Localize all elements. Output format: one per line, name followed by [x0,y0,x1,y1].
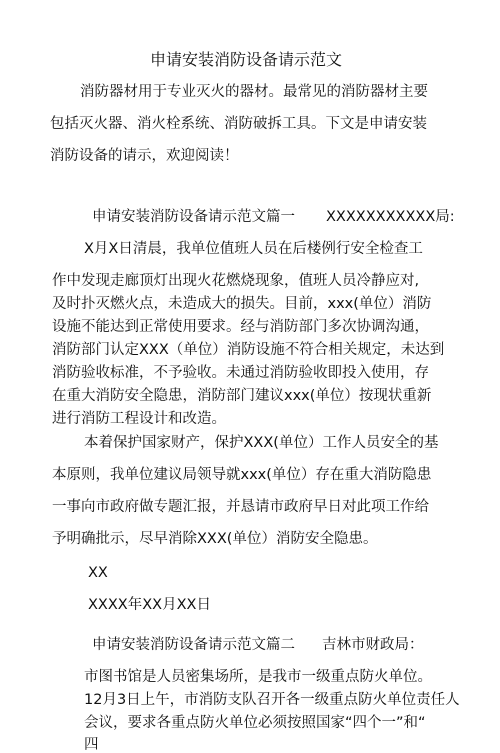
section1-signature: XX [88,565,108,581]
section1-para2-line-3: 一事向市政府做专题汇报，并恳请市政府早日对此项工作给 [52,499,429,515]
intro-line-2: 包括灭火器、消火栓系统、消防破拆工具。下文是申请安装 [50,116,427,132]
section1-para2-line-1: 本着保护国家财产，保护XXX(单位）工作人员安全的基 [84,435,439,451]
section2-heading: 申请安装消防设备请示范文篇二 [92,637,295,653]
section1-para1-line-8: 进行消防工程设计和改造。 [52,411,226,427]
section2-para1-line-4: 四 [84,737,99,753]
section1-para1-line-3: 及时扑灭燃火点，未造成大的损失。目前，xxx(单位）消防 [52,296,432,312]
section1-date: XXXX年XX月XX日 [88,597,211,613]
section1-para2-line-4: 予明确批示，尽早消除XXX(单位）消防安全隐患。 [52,531,378,547]
section1-para1-line-4: 设施不能达到正常使用要求。经与消防部门多次协调沟通， [52,319,429,335]
page-title: 申请安装消防设备请示范文 [150,50,343,69]
section2-para1-line-2: 12月3日上午，市消防支队召开各一级重点防火单位责任人 [84,692,460,708]
intro-line-1: 消防器材用于专业灭火的器材。最常见的消防器材主要 [80,84,428,100]
intro-line-3: 消防设备的请示，欢迎阅读！ [50,148,239,164]
section1-para1-line-1: X月X日清晨，我单位值班人员在后楼例行安全检查工 [84,241,423,257]
section1-para1-line-6: 消防验收标准，不予验收。未通过消防验收即投入使用，存 [52,365,429,381]
section2-para1-line-3: 会议，要求各重点防火单位必须按照国家“四个一”和“ [84,715,426,731]
section1-para1-line-5: 消防部门认定XXX（单位）消防设施不符合相关规定，未达到 [52,342,445,358]
section1-para1-line-7: 在重大消防安全隐患，消防部门建议xxx(单位）按现状重新 [52,388,432,404]
section1-addressee: XXXXXXXXXXX局: [326,209,455,225]
section1-para2-line-2: 本原则，我单位建议局领导就xxx(单位）存在重大消防隐患 [52,467,432,483]
section2-addressee: 吉林市财政局： [322,637,424,653]
section2-para1-line-1: 市图书馆是人员密集场所，是我市一级重点防火单位。 [84,669,432,685]
section1-heading: 申请安装消防设备请示范文篇一 [92,209,295,225]
section1-para1-line-2: 作中发现走廊顶灯出现火花燃烧现象，值班人员冷静应对, [52,273,420,289]
